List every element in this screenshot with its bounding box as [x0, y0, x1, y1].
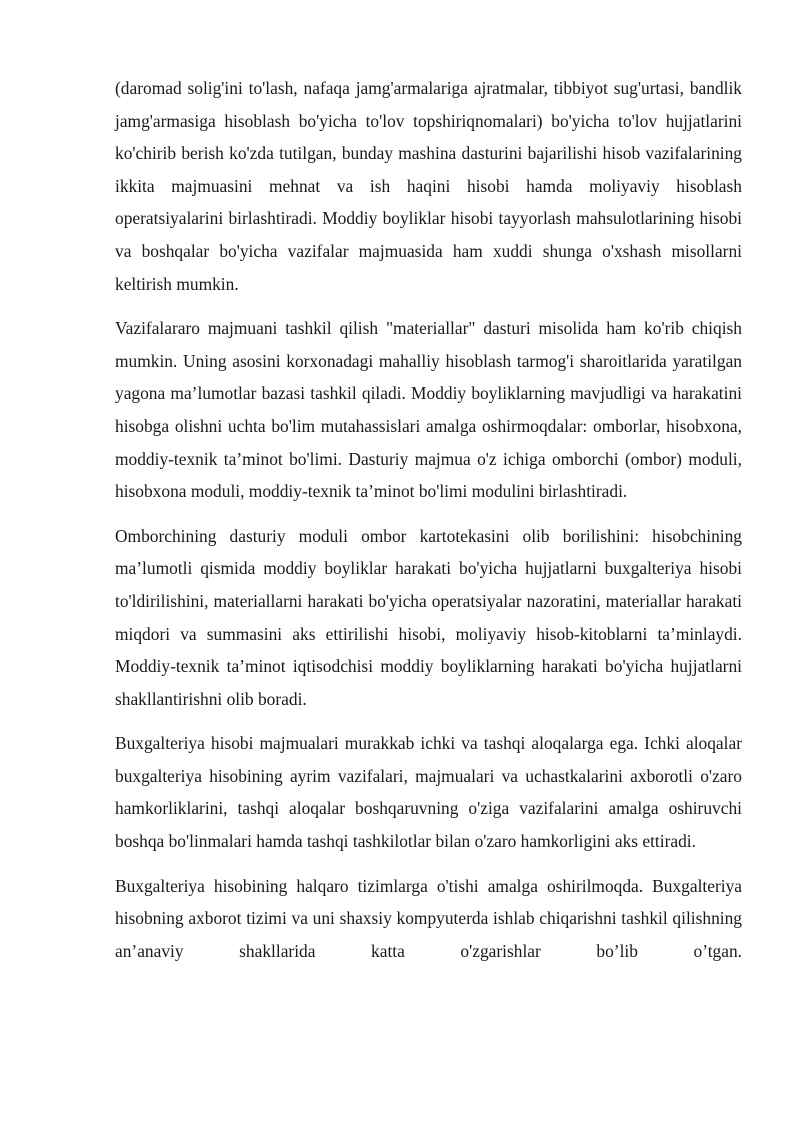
- paragraph-4: Buxgalteriya hisobi majmualari murakkab ichki va tashqi aloqalarga ega. Ichki aloqalar buxgalteriya hisobining ayrim vazifalari, majmualari va uchastkalarini axborotli o'zaro hamkorliklarini, tashqi aloqalar boshqaruvning o'ziga vazifalarini amalga oshiruvchi boshqa bo'linmalari hamda tashqi tashkilotlar bilan o'zaro hamkorligini aks ettiradi.: [115, 733, 742, 852]
- paragraph-1: (daromad solig'ini to'lash, nafaqa jamg'armalariga ajratmalar, tibbiyot sug'urtasi, bandlik jamg'armasiga hisoblash bo'yicha to'lov topshiriqnomalari) bo'yicha to'lov hujjatlarini ko'chirib berish ko'zda tutilgan, bunday mashina dasturini bajarilishi hisob vazifalarining ikkita majmuasini mehnat va ish haqini hisobi hamda moliyaviy hisoblash operatsiyalarini birlashtiradi. Moddiy boyliklar hisobi tayyorlash mahsulotlarining hisobi va boshqalar bo'yicha vazifalar majmuasida ham xuddi shunga o'xshash misollarni keltirish mumkin.: [115, 78, 742, 294]
- paragraph-3: Omborchining dasturiy moduli ombor kartotekasini olib borilishini: hisobchining ma’lumotli qismida moddiy boyliklar harakati bo'yicha hujjatlarni buxgalteriya hisobi to'ldirilishini, materiallarni harakati bo'yicha operatsiyalar nazoratini, materiallar harakati miqdori va summasini aks ettirilishi hisobi, moliyaviy hisob-kitoblarni ta’minlaydi. Moddiy-texnik ta’minot iqtisodchisi moddiy boyliklarning harakati bo'yicha hujjatlarni shakllantirishni olib boradi.: [115, 525, 742, 709]
- paragraph-2: Vazifalararo majmuani tashkil qilish "materiallar" dasturi misolida ham ko'rib chiqish mumkin. Uning asosini korxonadagi mahalliy hisoblash tarmog'i sharoitlarida yaratilgan yagona ma’lumotlar bazasi tashkil qiladi. Moddiy boyliklarning mavjudligi va harakatini hisobga olishni uchta bo'lim mutahassislari amalga oshirmoqdalar: omborlar, hisobxona, moddiy-texnik ta’minot bo'limi. Dasturiy majmua o'z ichiga omborchi (ombor) moduli, hisobxona moduli, moddiy-texnik ta’minot bo'limi modulini birlashtiradi.: [115, 318, 742, 502]
- paragraph-5: Buxgalteriya hisobining halqaro tizimlarga o'tishi amalga oshirilmoqda. Buxgalteriya hisobning axborot tizimi va uni shaxsiy kompyuterda ishlab chiqarishni tashkil qilishning an’anaviy shakllarida katta o'zgarishlar bo’lib o’tgan.: [115, 875, 742, 961]
- document-body: [115, 72, 742, 979]
